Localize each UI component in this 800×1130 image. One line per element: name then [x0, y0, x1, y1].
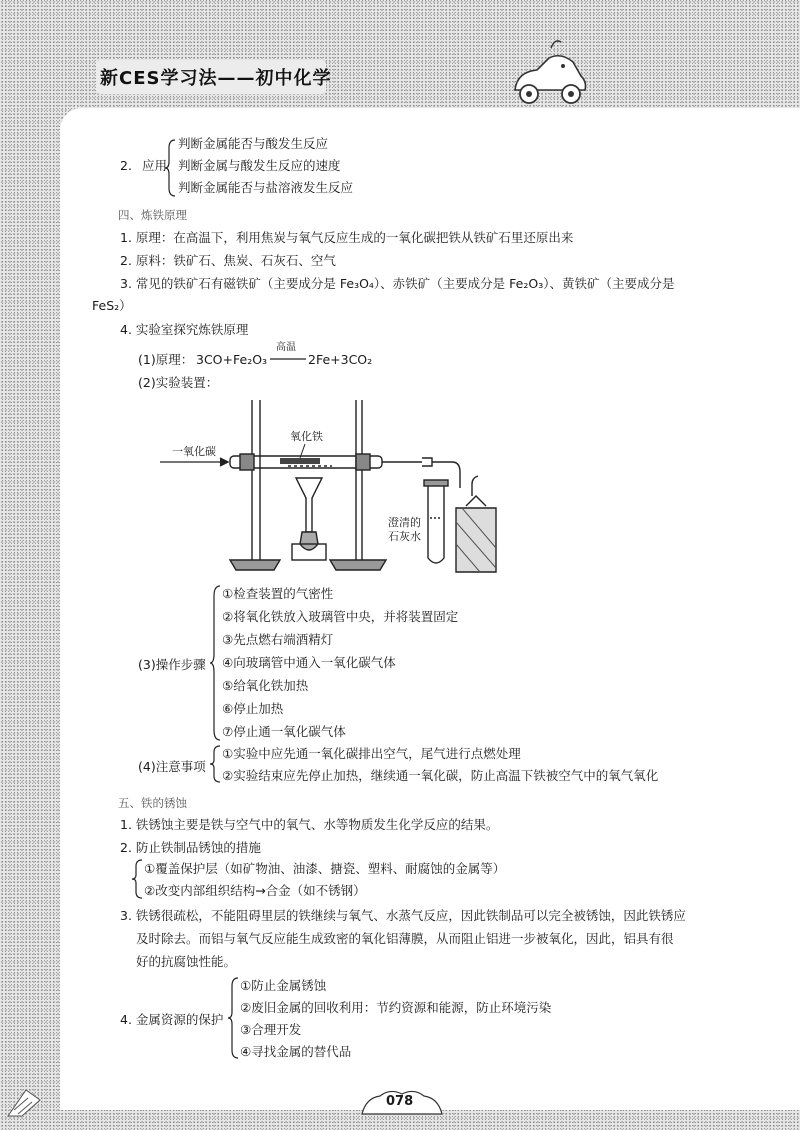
- note-item: ②实验结束应先停止加热，继续通一氧化碳，防止高温下铁被空气中的氧气氧化: [222, 768, 659, 783]
- paragraph: 及时除去。而铝与氧气反应能生成致密的氧化铝薄膜，从而阻止铝进一步被氧化，因此，铝具有很: [136, 931, 674, 946]
- label-iron-oxide: 氧化铁: [290, 430, 323, 443]
- apparatus-diagram: [160, 398, 500, 573]
- measure-item: ②改变内部组织结构→合金（如不锈钢）: [144, 883, 366, 898]
- measure-item: ①覆盖保护层（如矿物油、油漆、搪瓷、塑料、耐腐蚀的金属等）: [144, 861, 506, 876]
- page-number: 078: [386, 1094, 414, 1109]
- section-heading-iron-smelting: 四、炼铁原理: [118, 208, 187, 222]
- note-item: ①实验中应先通一氧化碳排出空气，尾气进行点燃处理: [222, 746, 521, 761]
- step-item: ④向玻璃管中通入一氧化碳气体: [222, 655, 396, 670]
- equation-products: 2Fe+3CO₂: [308, 352, 373, 367]
- apparatus-label: (2)实验装置：: [138, 375, 219, 390]
- step-item: ③先点燃右端酒精灯: [222, 632, 334, 647]
- protection-item: ②废旧金属的回收利用：节约资源和能源，防止环境污染: [240, 1000, 552, 1015]
- corner-decoration-icon: [6, 1070, 46, 1118]
- step-item: ①检查装置的气密性: [222, 586, 334, 601]
- paragraph: 3. 铁锈很疏松，不能阻碍里层的铁继续与氧气、水蒸气反应，因此铁制品可以完全被锈蚀，因此铁锈应: [120, 908, 686, 923]
- label-limewater-2: 石灰水: [388, 530, 421, 543]
- paragraph: 3. 常见的铁矿石有磁铁矿（主要成分是 Fe₃O₄）、赤铁矿（主要成分是 Fe₂O₃）、黄铁矿（主要成分是: [120, 276, 675, 291]
- paragraph: 2. 防止铁制品锈蚀的措施: [120, 840, 261, 855]
- paragraph: 好的抗腐蚀性能。: [136, 954, 237, 969]
- paragraph: FeS₂）: [92, 298, 132, 313]
- step-item: ⑦停止通一氧化碳气体: [222, 724, 346, 739]
- paragraph: 2. 原料：铁矿石、焦炭、石灰石、空气: [120, 253, 336, 268]
- notes-brace: [210, 744, 222, 784]
- paragraph: 1. 原理：在高温下，利用焦炭与氧气反应生成的一氧化碳把铁从铁矿石里还原出来: [120, 230, 574, 245]
- protection-brace: [228, 976, 240, 1060]
- application-number: 2.: [120, 158, 132, 173]
- protection-item: ③合理开发: [240, 1022, 302, 1037]
- application-brace: [165, 138, 177, 198]
- notes-label: (4)注意事项: [138, 759, 206, 774]
- car-mascot-icon: [505, 28, 590, 113]
- steps-brace: [210, 584, 222, 742]
- application-item: 判断金属能否与盐溶液发生反应: [178, 180, 354, 195]
- application-item: 判断金属能否与酸发生反应: [178, 136, 329, 151]
- equation-reactants: 3CO+Fe₂O₃: [196, 352, 268, 367]
- label-carbon-monoxide: 一氧化碳: [172, 445, 216, 458]
- equation-condition: 高温: [276, 342, 296, 353]
- section-heading-rust: 五、铁的锈蚀: [118, 796, 187, 810]
- label-limewater-1: 澄清的: [388, 516, 421, 529]
- protection-item: ④寻找金属的替代品: [240, 1044, 352, 1059]
- step-item: ⑤给氧化铁加热: [222, 678, 309, 693]
- protection-item: ①防止金属锈蚀: [240, 978, 327, 993]
- application-item: 判断金属与酸发生反应的速度: [178, 158, 341, 173]
- protection-label: 4. 金属资源的保护: [120, 1012, 224, 1027]
- steps-label: (3)操作步骤: [138, 657, 206, 672]
- principle-label: (1)原理：: [138, 352, 194, 367]
- page-header-title: 新CES学习法——初中化学: [100, 68, 332, 89]
- paragraph: 1. 铁锈蚀主要是铁与空气中的氧气、水等物质发生化学反应的结果。: [120, 817, 499, 832]
- measures-brace: [132, 858, 144, 900]
- application-label: 应用: [142, 158, 168, 173]
- paragraph: 4. 实验室探究炼铁原理: [120, 322, 249, 337]
- step-item: ⑥停止加热: [222, 701, 284, 716]
- equation-arrow: [270, 357, 306, 361]
- step-item: ②将氧化铁放入玻璃管中央，并将装置固定: [222, 609, 459, 624]
